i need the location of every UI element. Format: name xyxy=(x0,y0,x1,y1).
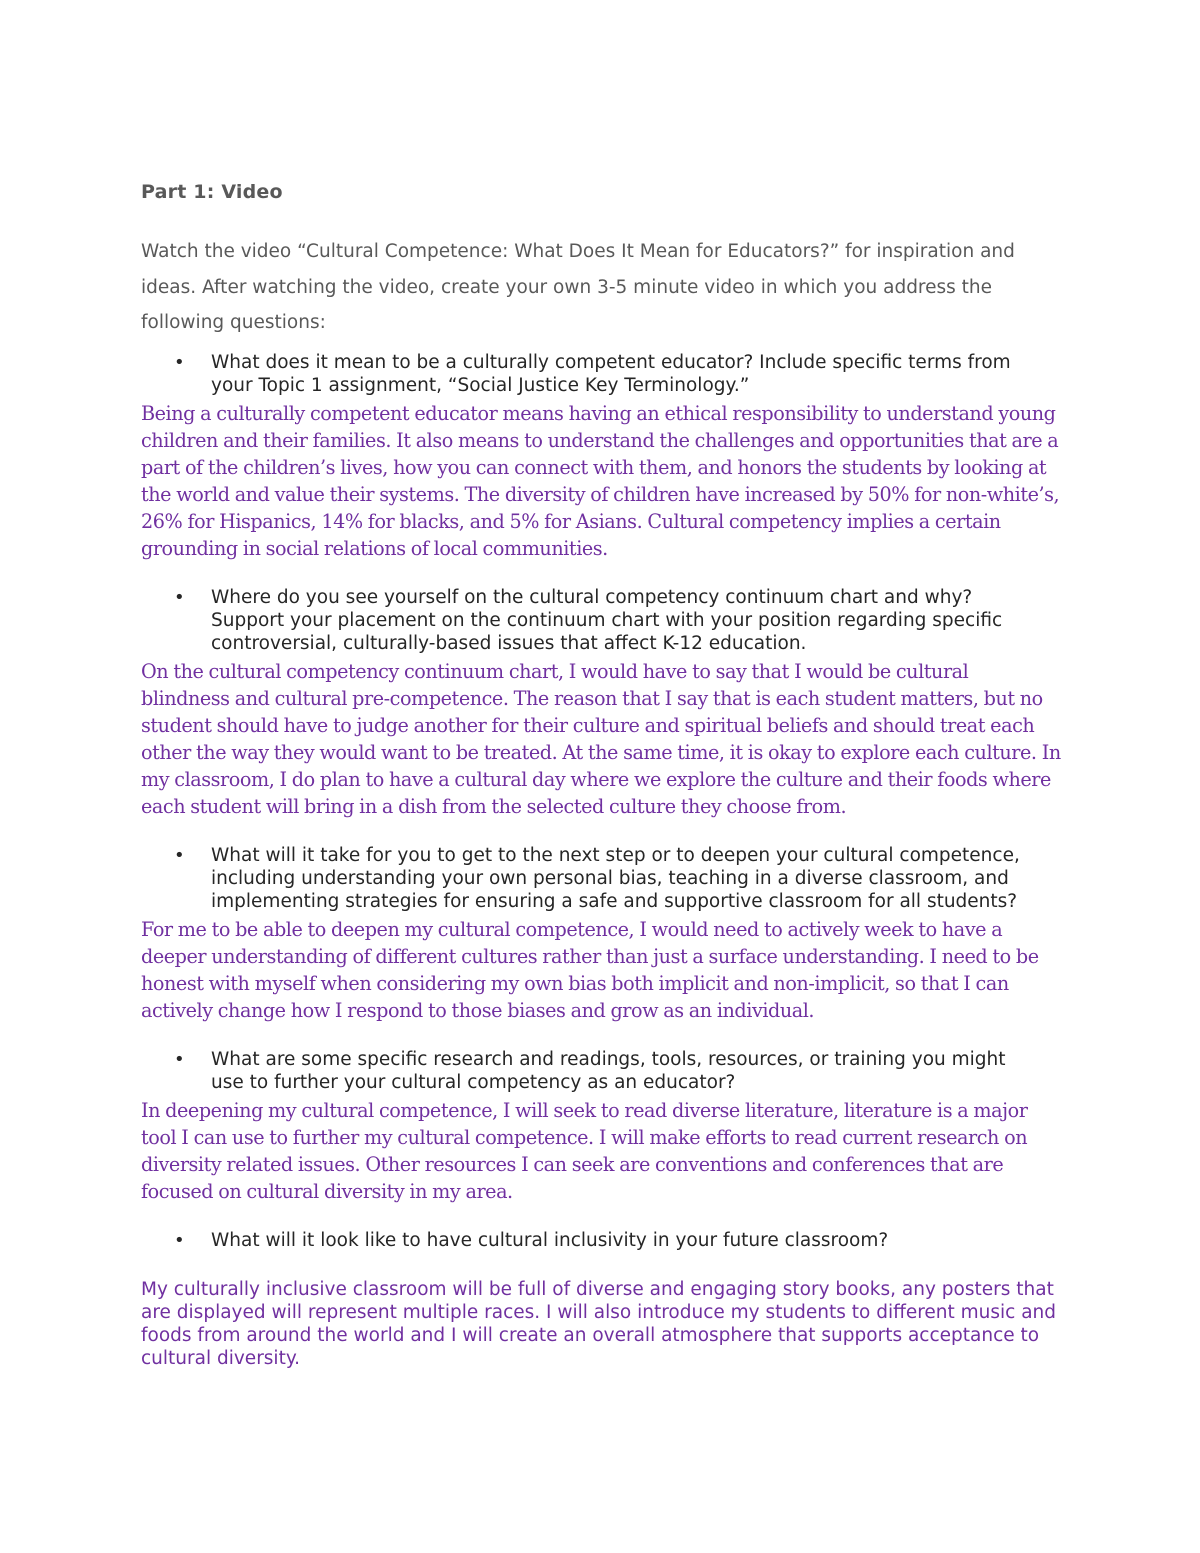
answer-paragraph-2: On the cultural competency continuum chart, I would have to say that I would be cultural blindness and cultural pre-competence. The reason that I say that is each student matters, but no student should have to judge another for their culture and spiritual beliefs and should treat each other the way they would want to be treated. At the same time, it is okay to explore each culture. In my classroom, I do plan to have a cultural day where we explore the culture and their foods where each student will bring in a dish from the selected culture they choose from. xyxy=(141,659,1061,818)
question-item-3 xyxy=(141,844,1061,913)
question-item-5 xyxy=(141,1229,1061,1252)
question-text-5: What will it look like to have cultural inclusivity in your future classroom? xyxy=(211,1229,889,1251)
answer-paragraph-4: In deepening my cultural competence, I will seek to read diverse literature, literature is a major tool I can use to further my cultural competence. I will make efforts to read current research on diversity related issues. Other resources I can seek are conventions and conferences that are focused on cultural diversity in my area. xyxy=(141,1098,1028,1203)
section-heading: Part 1: Video xyxy=(141,181,283,203)
answer-paragraph-1: Being a culturally competent educator means having an ethical responsibility to understand young children and their families. It also means to understand the challenges and opportunities that are a part of the children’s lives, how you can connect with them, and honors the students by looking at the world and value their systems. The diversity of children have increased by 50% for non-white’s, 26% for Hispanics, 14% for blacks, and 5% for Asians. Cultural competency implies a certain grounding in social relations of local communities. xyxy=(141,401,1060,560)
intro-paragraph: Watch the video “Cultural Competence: What Does It Mean for Educators?” for inspiration and ideas. After watching the video, create your own 3-5 minute video in which you address the following questions: xyxy=(141,241,1015,333)
answer-paragraph-3: For me to be able to deepen my cultural competence, I would need to actively week to have a deeper understanding of different cultures rather than just a surface understanding. I need to be honest with myself when considering my own bias both implicit and non-implicit, so that I can actively change how I respond to those biases and grow as an individual. xyxy=(141,917,1039,1022)
bullet-icon: • xyxy=(174,351,185,373)
bullet-icon: • xyxy=(174,1229,185,1251)
question-item-4 xyxy=(141,1048,1061,1094)
question-text-4: What are some specific research and readings, tools, resources, or training you might use to further your cultural competency as an educator? xyxy=(211,1048,1006,1093)
question-text-2: Where do you see yourself on the cultural competency continuum chart and why? Support your placement on the continuum chart with your position regarding specific controversial, culturally-based issues that affect K-12 education. xyxy=(211,586,1003,654)
question-item-1 xyxy=(141,351,1061,397)
bullet-icon: • xyxy=(174,844,185,866)
question-text-1: What does it mean to be a culturally competent educator? Include specific terms from your Topic 1 assignment, “Social Justice Key Terminology.” xyxy=(211,351,1011,396)
question-item-2 xyxy=(141,586,1061,655)
bullet-icon: • xyxy=(174,1048,185,1070)
document-content xyxy=(141,176,1061,1370)
answer-paragraph-5: My culturally inclusive classroom will be full of diverse and engaging story books, any posters that are displayed will represent multiple races. I will also introduce my students to different music and foods from around the world and I will create an overall atmosphere that supports acceptance to cultural diversity. xyxy=(141,1278,1057,1369)
bullet-icon: • xyxy=(174,586,185,608)
question-text-3: What will it take for you to get to the next step or to deepen your cultural competence, including understanding your own personal bias, teaching in a diverse classroom, and implementing strategies for ensuring a safe and supportive classroom for all students? xyxy=(211,844,1020,912)
